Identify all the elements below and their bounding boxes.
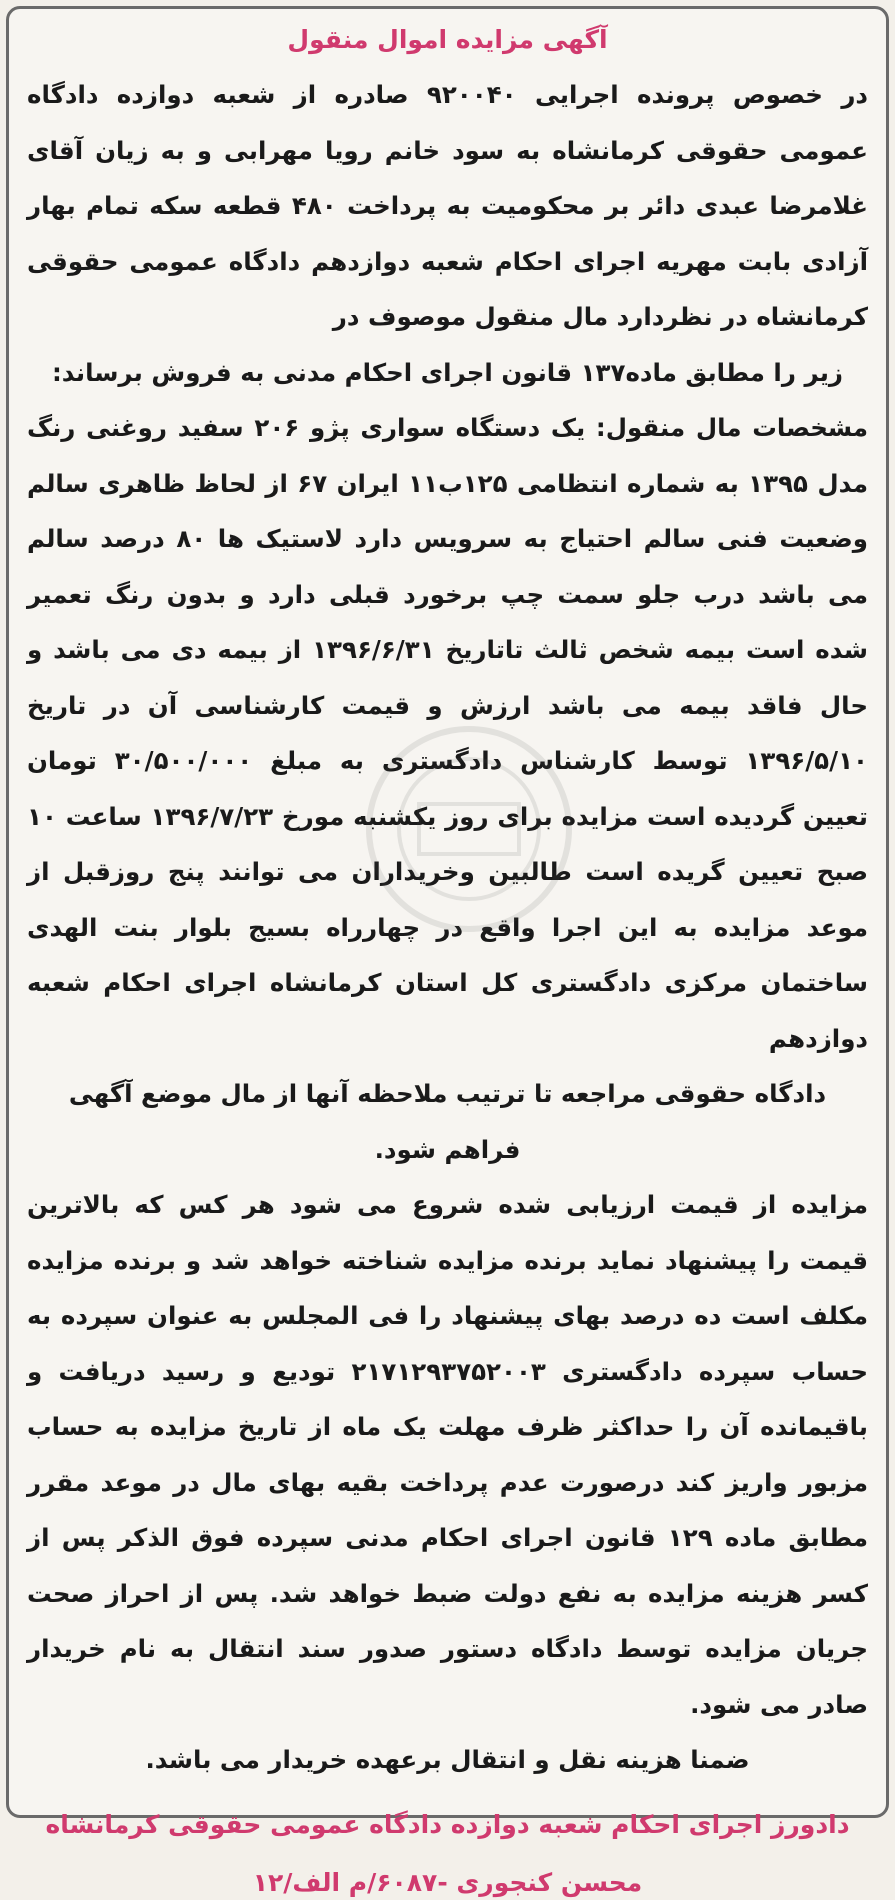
specs-paragraph: مشخصات مال منقول: یک دستگاه سواری پژو ۲۰۶ سفید روغنی رنگ مدل ۱۳۹۵ به شماره انتظامی ۱۲۵ب۱۱ ایران ۶۷ از لحاظ ظاهری سالم وضعیت فنی سالم احتیاج به سرویس دارد لاستیک ها ۸۰ درصد سالم می باشد درب جلو سمت چپ برخورد قبلی دارد و بدون رنگ تعمیر شده است بیمه شخص ثالث تاتاریخ ۱۳۹۶/۶/۳۱ از بیمه دی می باشد و حال فاقد بیمه می باشد ارزش و قیمت کارشناسی آن در تاریخ ۱۳۹۶/۵/۱۰ توسط کارشناس دادگستری به مبلغ ۳۰/۵۰۰/۰۰۰ تومان تعیین گردیده است مزایده برای روز یکشنبه مورخ ۱۳۹۶/۷/۲۳ ساعت ۱۰ صبح تعیین گریده است طالبین وخریداران می توانند پنج روزقبل از موعد مزایده به این اجرا واقع در چهارراه بسیج بلوار بنت الهدی ساختمان مرکزی دادگستری کل استان کرمانشاه اجرای احکام شعبه دوازدهم [27, 413, 868, 1053]
intro-paragraph: در خصوص پرونده اجرایی ۹۲۰۰۴۰ صادره از شعبه دوازده دادگاه عمومی حقوقی کرمانشاه به سود خانم رویا مهرابی و به زیان آقای غلامرضا عبدی دائر بر محکومیت به پرداخت ۴۸۰ قطعه سکه تمام بهار آزادی بابت مهریه اجرای احکام شعبه دوازدهم دادگاه عمومی حقوقی کرمانشاه در نظردارد مال منقول موصوف در [27, 80, 868, 331]
notice-title: آگهی مزایده اموال منقول [287, 25, 608, 54]
auction-notice [6, 6, 889, 1897]
notice-body [27, 67, 868, 1788]
intro-last-line: زیر را مطابق ماده۱۳۷ قانون اجرای احکام مدنی به فروش برساند: [51, 357, 844, 387]
specs-last-line: دادگاه حقوقی مراجعه تا ترتیب ملاحظه آنها از مال موضع آگهی فراهم شود. [68, 1079, 827, 1164]
signature-line: دادورز اجرای احکام شعبه دوازده دادگاه عمومی حقوقی کرمانشاه [45, 1809, 850, 1839]
terms-last-line: ضمنا هزینه نقل و انتقال برعهده خریدار می باشد. [145, 1745, 750, 1774]
terms-paragraph: مزایده از قیمت ارزیابی شده شروع می شود هر کس که بالاترین قیمت را پیشنهاد نماید برنده مزایده شناخته خواهد شد و برنده مزایده مکلف است ده درصد بهای پیشنهاد را فی المجلس به عنوان سپرده به حساب سپرده دادگستری ۲۱۷۱۲۹۳۷۵۲۰۰۳ تودیع و رسید دریافت و باقیمانده آن را حداکثر ظرف مهلت یک ماه از تاریخ مزایده به حساب مزبور واریز کند درصورت عدم پرداخت بقیه بهای مال در موعد مقرر مطابق ماده ۱۲۹ قانون اجرای احکام مدنی سپرده فوق الذکر پس از کسر هزینه مزایده به نفع دولت ضبط خواهد شد. پس از احراز صحت جریان مزایده توسط دادگاه دستور صدور سند انتقال به نام خریدار صادر می شود. [27, 1190, 868, 1719]
reference-code: محسن کنجوری -۶۰۸۷/م الف/۱۲ [252, 1867, 643, 1897]
